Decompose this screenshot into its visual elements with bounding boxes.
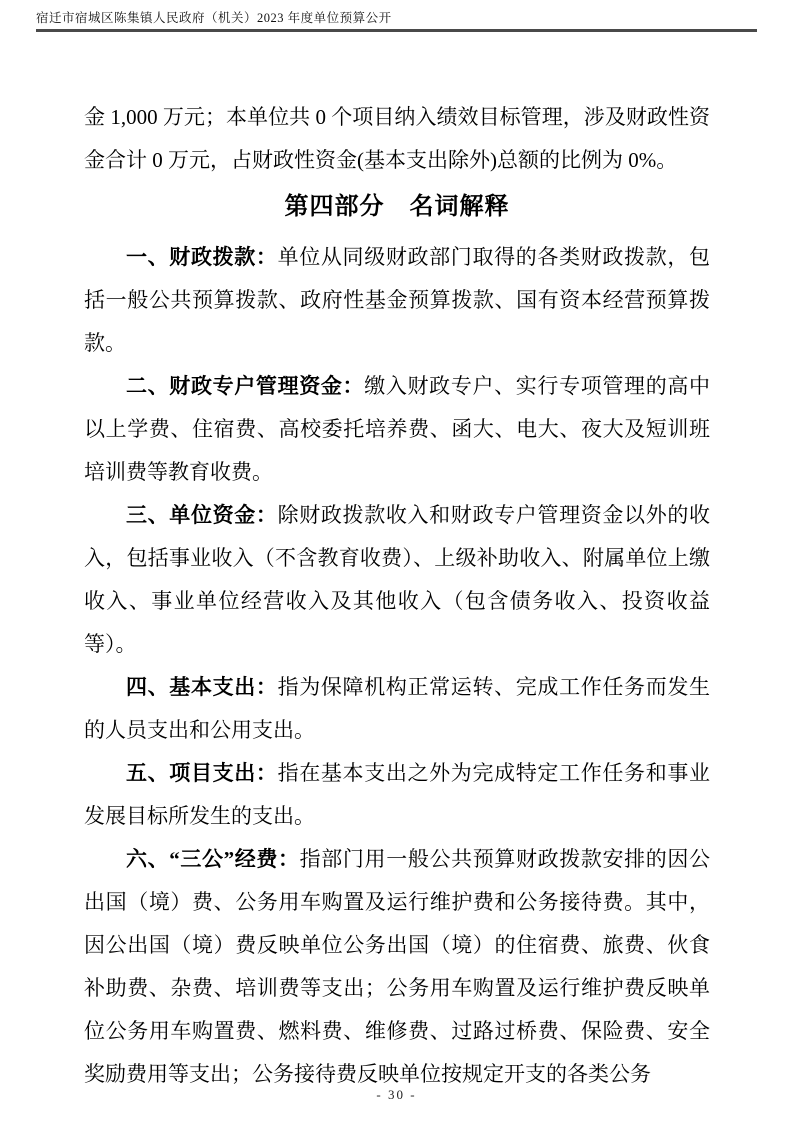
definition-three-public-funds (84, 838, 710, 1096)
paragraph-lead: 一、财政拨款： (126, 245, 278, 269)
definition-special-account-funds (84, 365, 710, 494)
page-footer (0, 1086, 793, 1104)
paragraph-text: 金 1,000 万元；本单位共 0 个项目纳入绩效目标管理，涉及财政性资金合计 0 万元，占财政性资金(基本支出除外)总额的比例为 0%。 (84, 105, 710, 172)
paragraph-text: 除财政拨款收入和财政专户管理资金以外的收入，包括事业收入（不含教育收费）、上级补助收入、附属单位上缴收入、事业单位经营收入及其他收入（包含债务收入、投资收益等）。 (84, 503, 710, 656)
paragraph-text: 缴入财政专户、实行专项管理的高中以上学费、住宿费、高校委托培养费、函大、电大、夜大及短训班培训费等教育收费。 (84, 374, 711, 484)
intro-paragraph (84, 96, 710, 182)
definition-fiscal-appropriation (84, 236, 710, 365)
paragraph-lead: 三、单位资金： (126, 503, 278, 527)
definition-basic-expenditure (84, 666, 710, 752)
paragraph-text: 单位从同级财政部门取得的各类财政拨款，包括一般公共预算拨款、政府性基金预算拨款、国有资本经营预算拨款。 (84, 245, 710, 355)
header-title: 宿迁市宿城区陈集镇人民政府（机关）2023 年度单位预算公开 (36, 11, 392, 25)
page-header (36, 0, 757, 32)
paragraph-text: 指为保障机构正常运转、完成工作任务而发生的人员支出和公用支出。 (84, 675, 710, 742)
paragraph-lead: 六、“三公”经费： (126, 847, 300, 871)
paragraph-text: 指部门用一般公共预算财政拨款安排的因公出国（境）费、公务用车购置及运行维护费和公务接待费。其中，因公出国（境）费反映单位公务出国（境）的住宿费、旅费、伙食补助费、杂费、培训费等支出；公务用车购置及运行维护费反映单位公务用车购置费、燃料费、维修费、过路过桥费、保险费、安全奖励费用等支出；公务接待费反映单位按规定开支的各类公务 (84, 847, 711, 1086)
paragraph-lead: 二、财政专户管理资金： (126, 374, 365, 398)
intro-container (84, 96, 710, 182)
paragraph-lead: 四、基本支出： (126, 675, 278, 699)
definition-project-expenditure (84, 752, 710, 838)
definition-unit-funds (84, 494, 710, 666)
paragraph-text: 指在基本支出之外为完成特定工作任务和事业发展目标所发生的支出。 (84, 761, 710, 828)
paragraph-lead: 五、项目支出： (126, 761, 278, 785)
definitions-container (84, 236, 710, 1096)
document-body (84, 96, 710, 1096)
section-title: 第四部分 名词解释 (284, 194, 510, 220)
page-number: - 30 - (376, 1087, 417, 1102)
